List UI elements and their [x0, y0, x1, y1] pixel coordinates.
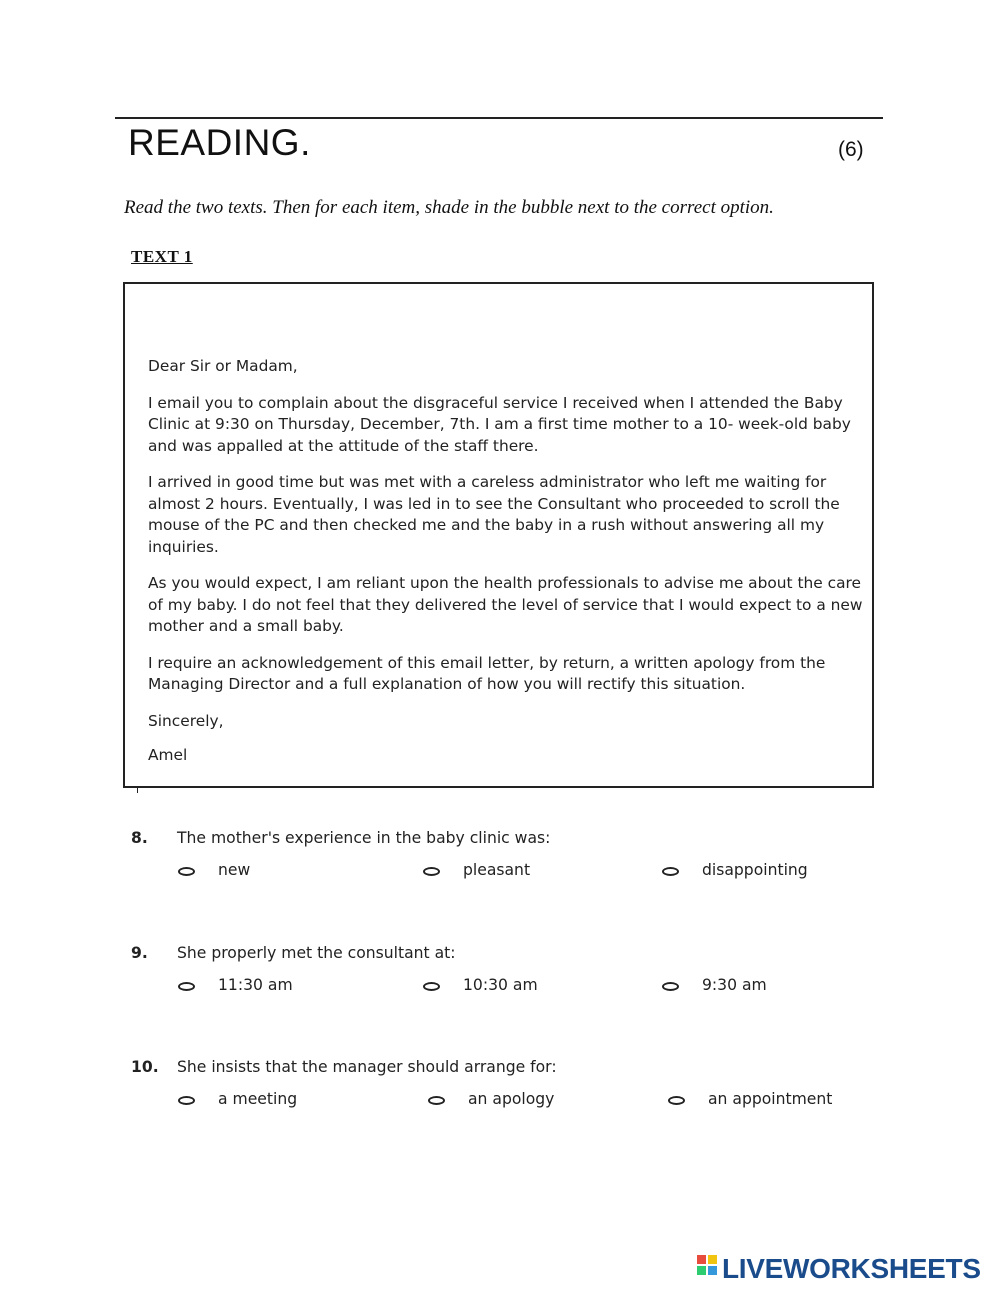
question-9 [131, 944, 871, 994]
letter-paragraph: As you would expect, I am reliant upon the health professionals to advise me about the care of my baby. I do not feel that they delivered the level of service that I would expect to a new mother and a small baby. [148, 574, 863, 635]
logo-text: LIVEWORKSHEETS [722, 1253, 981, 1284]
liveworksheets-logo [697, 1252, 981, 1286]
page-title: READING. [128, 122, 311, 163]
option-bubble[interactable] [668, 1096, 685, 1105]
option-label: 10:30 am [463, 976, 538, 994]
option-bubble[interactable] [178, 867, 195, 876]
question-number: 10. [131, 1058, 159, 1076]
instructions: Read the two texts. Then for each item, shade in the bubble next to the correct option. [124, 197, 774, 218]
letter-greeting: Dear Sir or Madam, [148, 357, 298, 375]
question-8 [131, 829, 871, 879]
option-label: an appointment [708, 1090, 833, 1108]
letter-paragraph: I email you to complain about the disgraceful service I received when I attended the Baby Clinic at 9:30 on Thursday, December, 7th. I am a first time mother to a 10- week-old baby and was appalled at the attitude of the staff there. [148, 393, 851, 455]
marks-count: (6) [838, 138, 864, 161]
option-bubble[interactable] [662, 982, 679, 991]
letter-closing: Sincerely, [148, 711, 224, 730]
box-corner-mark [137, 788, 138, 793]
question-10 [131, 1058, 871, 1108]
option-bubble[interactable] [662, 867, 679, 876]
question-text: She insists that the manager should arrange for: [177, 1058, 557, 1076]
option-label: 11:30 am [218, 976, 293, 994]
option-bubble[interactable] [423, 982, 440, 991]
letter-signature: Amel [148, 746, 188, 764]
option-label: pleasant [463, 861, 531, 879]
option-bubble[interactable] [178, 1096, 195, 1105]
letter-paragraph: I require an acknowledgement of this email letter, by return, a written apology from the Managing Director and a full explanation of how you will rectify this situation. [148, 653, 826, 693]
question-number: 9. [131, 944, 148, 962]
option-label: new [218, 861, 251, 879]
option-bubble[interactable] [178, 982, 195, 991]
option-bubble[interactable] [423, 867, 440, 876]
header-rule [115, 117, 883, 119]
question-text: The mother's experience in the baby clinic was: [177, 829, 551, 847]
option-label: 9:30 am [702, 976, 767, 994]
question-text: She properly met the consultant at: [177, 944, 456, 962]
option-bubble[interactable] [428, 1096, 445, 1105]
text-label: TEXT 1 [131, 247, 193, 266]
logo-mark-icon [697, 1255, 719, 1283]
option-label: an apology [468, 1090, 555, 1108]
option-label: disappointing [702, 861, 808, 879]
option-label: a meeting [218, 1090, 298, 1108]
letter-paragraph: I arrived in good time but was met with a careless administrator who left me waiting for almost 2 hours. Eventually, I was led in to see the Consultant who proceeded to scroll the mouse of the PC and then checked me and the baby in a rush without answering all my inquiries. [148, 473, 840, 556]
question-number: 8. [131, 829, 148, 847]
letter-text [148, 356, 868, 782]
